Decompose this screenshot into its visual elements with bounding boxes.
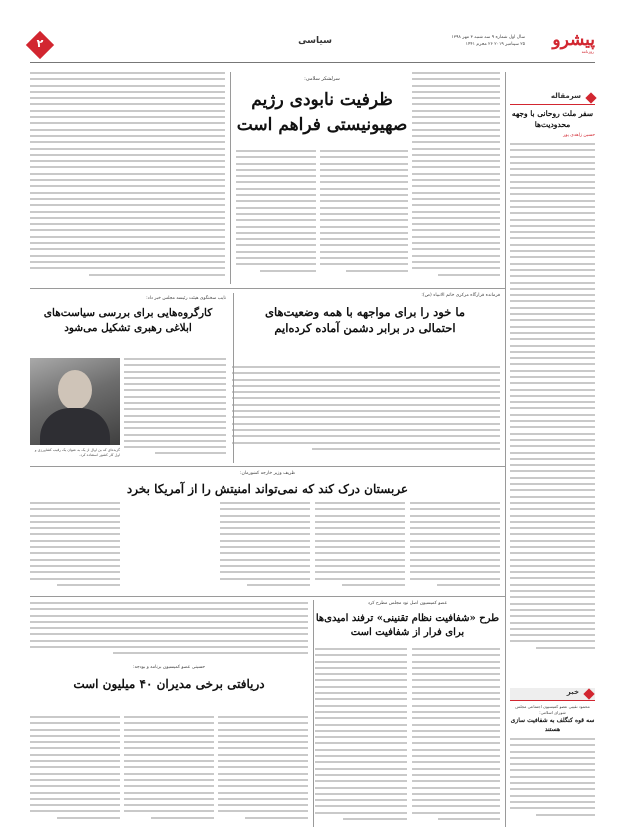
logo <box>535 30 595 54</box>
banner-body <box>232 366 500 456</box>
photo-caption: گزیده‌ای که بن اوال از یک به عنوان یک رقیب کشاورزی و اول کار کشور استفاده کرد. <box>34 448 120 457</box>
masthead-rule <box>30 62 595 63</box>
modiran-body-col-2 <box>124 716 214 826</box>
zarif-body-col-3 <box>220 502 310 592</box>
lead-body-col-2 <box>320 150 408 282</box>
issue-line-1: سال اول شماره ۹ سه شنبه ۳ مهر ۱۳۹۸ <box>451 35 525 40</box>
editorial-author: حسین زاهدی پور <box>563 133 595 138</box>
modiran-title: دریافتی برخی مدیران ۴۰ میلیون است <box>73 677 265 691</box>
lead-bottom-rule <box>30 288 505 289</box>
editorial-label-bar <box>510 92 595 105</box>
modiran-body-col-1 <box>218 716 308 826</box>
news-marker-icon <box>583 688 594 699</box>
news-title: سه قوه کنگلف به شفافیت سازی هستند <box>510 717 595 733</box>
news-label: خبر <box>566 688 579 696</box>
editorial-label: سرمقاله <box>550 92 581 100</box>
logo-subtext: روزنامه <box>581 49 594 54</box>
editorial-marker-icon <box>585 92 596 103</box>
modiran-body-col-3 <box>30 716 120 826</box>
shafafiat-body-col-1 <box>412 648 500 826</box>
lead-body-col-1 <box>412 72 500 282</box>
lead-body-col-3 <box>236 150 316 282</box>
news-label-bar <box>510 688 595 701</box>
editorial-title: سفر ملت روحانی با وجهه محدودیت‌ها <box>511 109 594 129</box>
interview-body <box>124 358 226 458</box>
issue-info <box>405 34 525 48</box>
interview-title: کارگروه‌هایی برای بررسی سیاست‌های ابلاغی رهبری تشکیل می‌شود <box>43 307 213 334</box>
zarif-body-col-4 <box>30 502 120 592</box>
news-body <box>510 738 595 823</box>
bottom-col-divider <box>313 600 314 827</box>
modiran-top-body <box>30 602 308 660</box>
portrait-body-shape <box>40 408 110 445</box>
page-number: ۲ <box>36 37 44 50</box>
interview-photo <box>30 358 120 445</box>
banner-divider <box>233 293 234 463</box>
zarif-body-col-1 <box>410 502 500 592</box>
shafafiat-kicker: عضو کمیسیون اصل نود مجلس مطرح کرد <box>367 601 448 606</box>
interview-kicker: نایب سخنگوی هیئت رئیسه مجلس خبر داد: <box>146 296 226 301</box>
right-column-divider <box>505 72 506 827</box>
logo-text: پیشرو <box>552 30 595 50</box>
news-kicker: محمود نقیبی عضو کمیسیون اجتماعی مجلس شورای اسلامی: <box>515 704 590 715</box>
lead-kicker: سرلشکر سلامی: <box>304 76 340 82</box>
modiran-kicker: حسینی عضو کمیسیون برنامه و بودجه: <box>132 665 206 670</box>
lead-title: ظرفیت نابودی رژیم صهیونیستی فراهم است <box>236 90 408 135</box>
editorial-body <box>510 143 595 673</box>
zarif-body-col-2 <box>315 502 405 592</box>
zarif-title: عربستان درک کند که نمی‌تواند امنیتش را از آمریکا بخرد <box>126 482 409 496</box>
portrait-head-shape <box>58 370 92 410</box>
zarif-kicker: ظریف وزیر خارجه کشورمان: <box>239 471 296 476</box>
lead-col-divider <box>230 72 231 284</box>
middle-rule <box>30 466 505 467</box>
section-title: سیاسی <box>298 36 332 46</box>
shafafiat-body-col-2 <box>315 648 407 826</box>
lower-rule <box>30 596 505 597</box>
issue-line-2: ۲۵ سپتامبر ۲۰۱۹ ۲۶ محرم ۱۴۴۱ <box>465 42 525 47</box>
left-top-body <box>30 72 225 282</box>
banner-kicker: فرمانده قرارگاه مرکزی خاتم الانبیاء (ص): <box>421 293 500 298</box>
masthead <box>30 28 595 58</box>
shafafiat-title: طرح «شفافیت نظام تقنینی» ترفند امیدی‌ها برای فرار از شفافیت است <box>315 613 500 638</box>
banner-title: ما خود را برای مواجهه با همه وضعیت‌های احتمالی در برابر دشمن آماده کرده‌ایم <box>264 305 465 335</box>
